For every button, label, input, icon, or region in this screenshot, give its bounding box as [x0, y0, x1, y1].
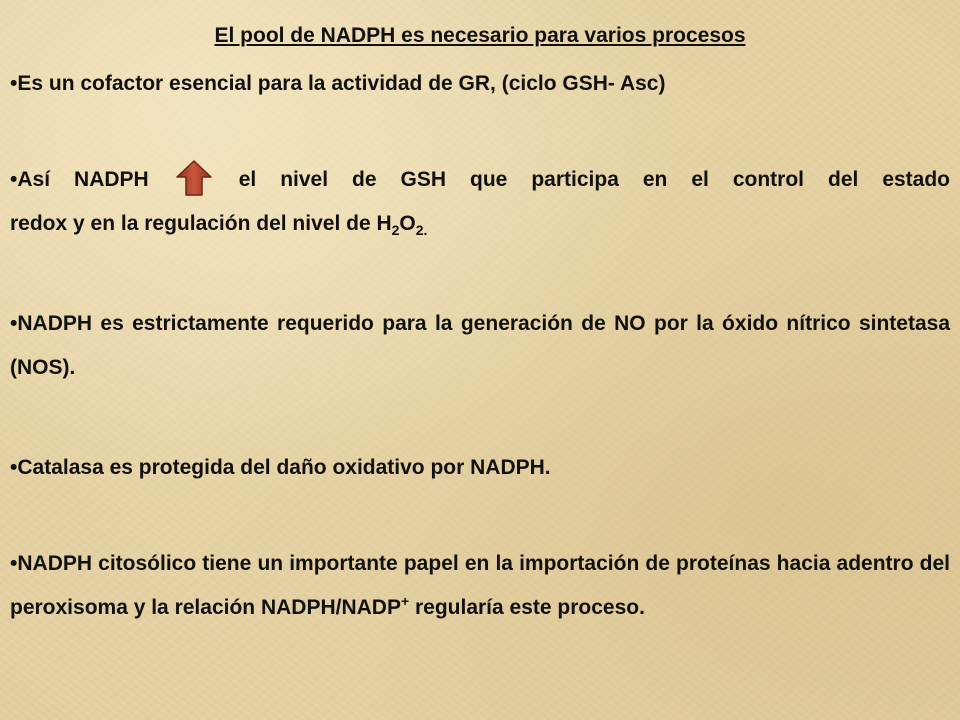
- bullet-gr-cofactor: [10, 62, 950, 106]
- bullet-marker: •: [10, 456, 18, 479]
- bullet-marker: •: [10, 72, 18, 95]
- bullet-text-o: O: [399, 212, 416, 235]
- bullet-text-a: NADPH citosólico tiene un importante papel en la importación de proteínas hacia adentro del peroxisoma y la relación NADPH/NADP: [10, 552, 950, 619]
- bullet-text: NADPH es estrictamente requerido para la generación de NO por la óxido nítrico sintetasa (NOS).: [10, 312, 950, 379]
- bullet-peroxisoma: [10, 542, 950, 630]
- bullet-line-1: [10, 158, 950, 202]
- bullet-text-b: regularía este proceso.: [409, 596, 645, 619]
- bullet-nos: [10, 302, 950, 390]
- bullet-text-line2: redox y en la regulación del nivel de H: [10, 212, 392, 235]
- bullet-text-pre: Así NADPH: [17, 168, 149, 191]
- subscript: 2.: [415, 222, 428, 239]
- up-arrow-icon: [175, 160, 213, 196]
- bullet-catalasa: [10, 446, 950, 490]
- bullet-gsh-level: [10, 158, 950, 246]
- bullet-marker: •: [10, 312, 18, 335]
- slide-title: El pool de NADPH es necesario para varios procesos: [214, 24, 746, 47]
- superscript: +: [400, 593, 410, 609]
- bullet-marker: •: [10, 552, 18, 575]
- bullet-text: Es un cofactor esencial para la actividad de GR, (ciclo GSH- Asc): [17, 72, 666, 95]
- bullet-text-rest: el nivel de GSH que participa en el control del estado: [238, 168, 951, 191]
- bullet-marker: •: [10, 168, 18, 191]
- bullet-line-2: [10, 202, 950, 246]
- subscript: 2: [391, 222, 400, 239]
- bullet-text: Catalasa es protegida del daño oxidativo por NADPH.: [17, 456, 551, 479]
